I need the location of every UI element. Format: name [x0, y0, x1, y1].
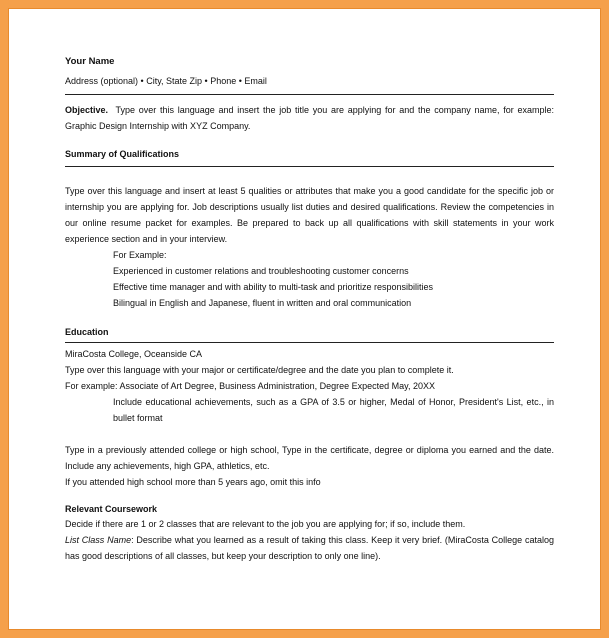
- degree-example-line: For example: Associate of Art Degree, Business Administration, Degree Expected May, 20XX: [65, 381, 436, 391]
- qualifications-paragraph: Type over this language and insert at least 5 qualities or attributes that make you a good candidate for the specific job or internship you are applying for. Job descriptions usually list duties and desired qualifications. Review the competencies in our online resume packet for examples. Be prepared to back up all qualifications with skill statements in your work experience section and in your interview.: [65, 186, 554, 244]
- coursework-class-line: [65, 532, 554, 564]
- header-divider: [65, 94, 554, 95]
- education-heading: Education: [65, 327, 109, 337]
- class-name-label: List Class Name: [65, 535, 132, 545]
- previous-education-note: If you attended high school more than 5 years ago, omit this info: [65, 477, 321, 487]
- qualifications-heading: Summary of Qualifications: [65, 149, 180, 159]
- previous-education-paragraph: Type in a previously attended college or high school, Type in the certificate, degree or diploma you earned and the date. Include any achievements, high GPA, athletics, etc.: [65, 445, 554, 471]
- coursework-intro: Decide if there are 1 or 2 classes that are relevant to the job you are applying for; if so, include them.: [65, 519, 466, 529]
- list-item: Experienced in customer relations and troubleshooting customer concerns: [113, 266, 409, 276]
- list-item: Bilingual in English and Japanese, fluent in written and oral communication: [113, 298, 412, 308]
- objective-paragraph: [65, 102, 554, 134]
- example-label: For Example:: [113, 250, 167, 260]
- school-line: MiraCosta College, Oceanside CA: [65, 349, 203, 359]
- contact-line: Address (optional) • City, State Zip • Phone • Email: [65, 76, 267, 86]
- coursework-heading: Relevant Coursework: [65, 504, 158, 514]
- objective-text: Type over this language and insert the job title you are applying for and the company name, for example: Graphic Design Internship with XYZ Company.: [65, 105, 554, 131]
- document-frame: [8, 8, 601, 630]
- education-block: [65, 346, 554, 426]
- resume-name: Your Name: [65, 56, 115, 67]
- qualifications-divider: [65, 166, 554, 167]
- class-description: : Describe what you learned as a result of taking this class. Keep it very brief. (MiraCosta College catalog has good descriptions of all classes, but keep your description to only one line).: [65, 535, 554, 561]
- objective-label: Objective.: [65, 105, 109, 115]
- achievements-line: Include educational achievements, such as a GPA of 3.5 or higher, Medal of Honor, President's List, etc., in bullet format: [113, 397, 554, 423]
- degree-line: Type over this language with your major or certificate/degree and the date you plan to complete it.: [65, 365, 454, 375]
- list-item: Effective time manager and with ability to multi-task and prioritize responsibilities: [113, 282, 433, 292]
- qualifications-list: [113, 247, 554, 311]
- education-divider: [65, 342, 554, 343]
- resume-page: [65, 55, 554, 564]
